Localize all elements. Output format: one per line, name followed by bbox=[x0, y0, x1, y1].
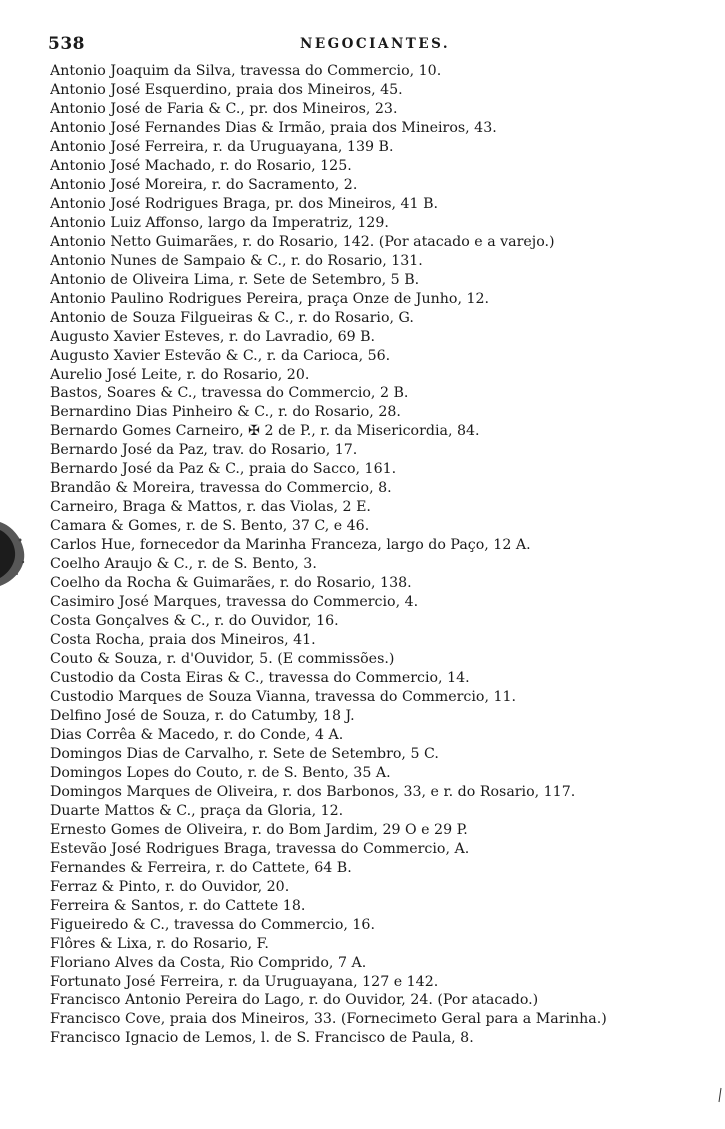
list-item: Antonio José de Faria & C., pr. dos Mineiros, 23. bbox=[50, 100, 398, 117]
list-item: Ernesto Gomes de Oliveira, r. do Bom Jardim, 29 O e 29 P. bbox=[50, 821, 468, 838]
list-item: Antonio José Fernandes Dias & Irmão, praia dos Mineiros, 43. bbox=[50, 119, 497, 136]
list-item: Bernardo José da Paz & C., praia do Sacco, 161. bbox=[50, 461, 397, 478]
running-title: NEGOCIANTES. bbox=[300, 36, 451, 52]
list-item: Antonio José Moreira, r. do Sacramento, 2. bbox=[50, 176, 358, 193]
list-item: Carneiro, Braga & Mattos, r. das Violas, 2 E. bbox=[50, 499, 371, 516]
list-item: Domingos Marques de Oliveira, r. dos Barbonos, 33, e r. do Rosario, 117. bbox=[50, 783, 576, 800]
list-item: Figueiredo & C., travessa do Commercio, 16. bbox=[50, 916, 375, 933]
list-item: Antonio Netto Guimarães, r. do Rosario, 142. (Por atacado e a varejo.) bbox=[50, 233, 555, 250]
list-item: Antonio José Machado, r. do Rosario, 125. bbox=[50, 157, 352, 174]
list-item: Antonio José Esquerdino, praia dos Mineiros, 45. bbox=[50, 81, 403, 98]
list-item: Antonio Nunes de Sampaio & C., r. do Rosario, 131. bbox=[50, 252, 423, 269]
list-item: Fortunato José Ferreira, r. da Uruguayana, 127 e 142. bbox=[50, 973, 439, 990]
list-item: Augusto Xavier Estevão & C., r. da Carioca, 56. bbox=[50, 347, 391, 364]
list-item: Flôres & Lixa, r. do Rosario, F. bbox=[50, 935, 269, 952]
list-item: Floriano Alves da Costa, Rio Comprido, 7 A. bbox=[50, 954, 367, 971]
list-item: Dias Corrêa & Macedo, r. do Conde, 4 A. bbox=[50, 726, 344, 743]
list-item: Francisco Ignacio de Lemos, l. de S. Francisco de Paula, 8. bbox=[50, 1030, 474, 1047]
list-item: Augusto Xavier Esteves, r. do Lavradio, 69 B. bbox=[50, 328, 376, 345]
list-item: Costa Rocha, praia dos Mineiros, 41. bbox=[50, 632, 316, 649]
list-item: Ferraz & Pinto, r. do Ouvidor, 20. bbox=[50, 878, 290, 895]
list-item: Antonio Joaquim da Silva, travessa do Commercio, 10. bbox=[50, 63, 442, 79]
page-edge-mark-icon bbox=[717, 1087, 723, 1103]
list-item: Francisco Antonio Pereira do Lago, r. do Ouvidor, 24. (Por atacado.) bbox=[50, 992, 539, 1009]
list-item: Couto & Souza, r. d'Ouvidor, 5. (E commissões.) bbox=[50, 651, 395, 668]
list-item: Antonio de Souza Filgueiras & C., r. do Rosario, G. bbox=[50, 309, 414, 326]
list-item: Domingos Dias de Carvalho, r. Sete de Setembro, 5 C. bbox=[50, 745, 439, 762]
list-item: Bernardino Dias Pinheiro & C., r. do Rosario, 28. bbox=[50, 404, 401, 421]
list-item: Antonio Paulino Rodrigues Pereira, praça Onze de Junho, 12. bbox=[50, 290, 490, 307]
list-item: Bernardo Gomes Carneiro, ✠ 2 de P., r. da Misericordia, 84. bbox=[50, 423, 480, 440]
list-item: Custodio da Costa Eiras & C., travessa do Commercio, 14. bbox=[50, 670, 470, 686]
list-item: Antonio José Ferreira, r. da Uruguayana, 139 B. bbox=[50, 138, 394, 155]
list-item: Costa Gonçalves & C., r. do Ouvidor, 16. bbox=[50, 613, 339, 630]
list-item: Domingos Lopes do Couto, r. de S. Bento, 35 A. bbox=[50, 764, 391, 781]
list-item: Antonio José Rodrigues Braga, pr. dos Mineiros, 41 B. bbox=[50, 195, 439, 212]
list-item: Carlos Hue, fornecedor da Marinha Franceza, largo do Paço, 12 A. bbox=[50, 537, 531, 554]
list-item: Fernandes & Ferreira, r. do Cattete, 64 B. bbox=[50, 859, 352, 876]
list-item: Brandão & Moreira, travessa do Commercio, 8. bbox=[50, 480, 392, 497]
page-header bbox=[48, 34, 688, 56]
list-item: Aurelio José Leite, r. do Rosario, 20. bbox=[50, 366, 310, 383]
list-item: Ferreira & Santos, r. do Cattete 18. bbox=[50, 897, 306, 914]
list-item: Coelho Araujo & C., r. de S. Bento, 3. bbox=[50, 556, 317, 573]
binding-stain-icon bbox=[0, 516, 30, 590]
list-item: Coelho da Rocha & Guimarães, r. do Rosario, 138. bbox=[50, 575, 412, 592]
list-item: Casimiro José Marques, travessa do Commercio, 4. bbox=[50, 594, 419, 611]
list-item: Bernardo José da Paz, trav. do Rosario, 17. bbox=[50, 442, 358, 459]
list-item: Delfino José de Souza, r. do Catumby, 18 J. bbox=[50, 707, 355, 724]
list-item: Custodio Marques de Souza Vianna, travessa do Commercio, 11. bbox=[50, 688, 517, 705]
list-item: Francisco Cove, praia dos Mineiros, 33. (Fornecimeto Geral para a Marinha.) bbox=[50, 1011, 607, 1028]
merchant-list bbox=[50, 62, 690, 1048]
list-item: Antonio Luiz Affonso, largo da Imperatriz, 129. bbox=[50, 214, 389, 231]
page-number: 538 bbox=[48, 34, 85, 54]
list-item: Estevão José Rodrigues Braga, travessa do Commercio, A. bbox=[50, 840, 470, 857]
list-item: Bastos, Soares & C., travessa do Commercio, 2 B. bbox=[50, 385, 409, 402]
list-item: Camara & Gomes, r. de S. Bento, 37 C, e 46. bbox=[50, 518, 370, 535]
list-item: Antonio de Oliveira Lima, r. Sete de Setembro, 5 B. bbox=[50, 271, 420, 288]
list-item: Duarte Mattos & C., praça da Gloria, 12. bbox=[50, 802, 344, 819]
